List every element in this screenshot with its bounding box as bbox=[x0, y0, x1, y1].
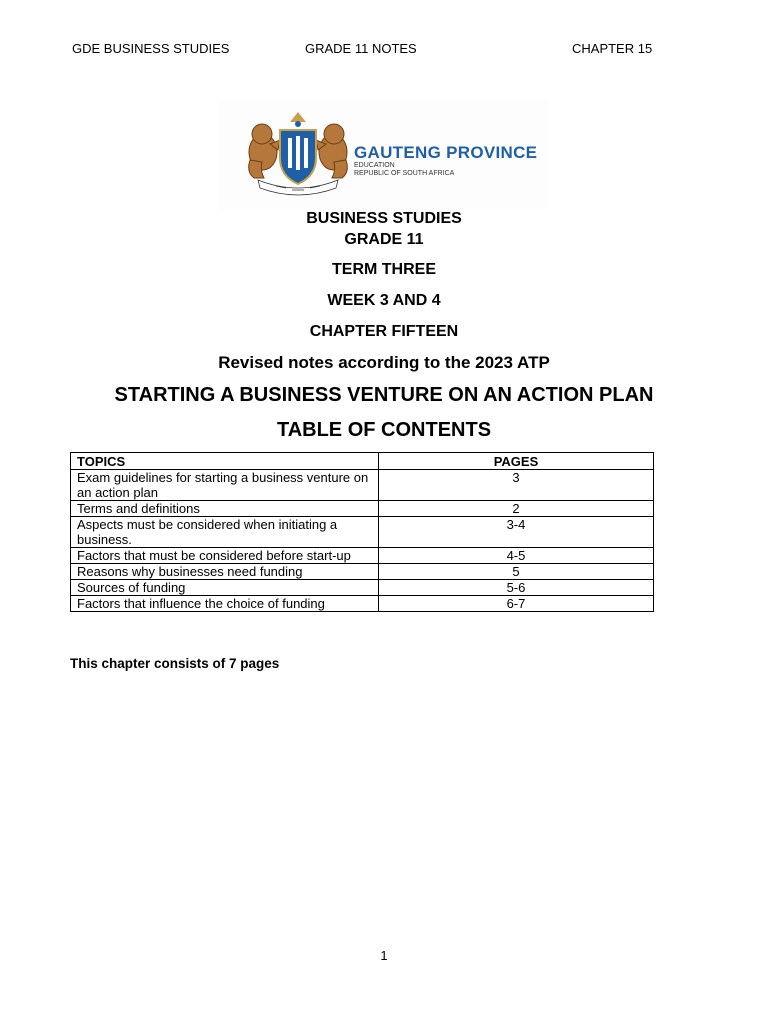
toc-pages: 6-7 bbox=[378, 596, 653, 612]
header-chapter: CHAPTER 15 bbox=[572, 41, 653, 56]
toc-pages: 3 bbox=[378, 470, 653, 501]
logo-dept: EDUCATION bbox=[354, 162, 395, 169]
table-row bbox=[71, 580, 654, 596]
toc-pages: 2 bbox=[378, 501, 653, 517]
chapter-page-count: This chapter consists of 7 pages bbox=[70, 656, 280, 671]
toc-pages: 4-5 bbox=[378, 548, 653, 564]
toc-topic: Sources of funding bbox=[71, 580, 379, 596]
toc-header-pages: PAGES bbox=[378, 453, 653, 470]
subject-title: BUSINESS STUDIES bbox=[306, 210, 462, 227]
table-row bbox=[71, 517, 654, 548]
toc-header-topics: TOPICS bbox=[71, 453, 379, 470]
page-number: 1 bbox=[380, 948, 388, 963]
week-title: WEEK 3 AND 4 bbox=[327, 292, 441, 309]
term-title: TERM THREE bbox=[332, 261, 436, 278]
gauteng-province-logo bbox=[218, 100, 548, 210]
toc-topic: Factors that must be considered before start-up bbox=[71, 548, 379, 564]
table-row bbox=[71, 470, 654, 501]
page-title: STARTING A BUSINESS VENTURE ON AN ACTION PLAN bbox=[114, 384, 654, 406]
toc-topic: Terms and definitions bbox=[71, 501, 379, 517]
table-row bbox=[71, 596, 654, 612]
table-of-contents bbox=[70, 452, 654, 612]
header-grade-notes: GRADE 11 NOTES bbox=[305, 41, 417, 56]
chapter-title: CHAPTER FIFTEEN bbox=[309, 323, 459, 340]
toc-header-row bbox=[71, 453, 654, 470]
revised-notes-line: Revised notes according to the 2023 ATP bbox=[218, 353, 550, 372]
toc-topic: Aspects must be considered when initiating a business. bbox=[71, 517, 379, 548]
toc-topic: Exam guidelines for starting a business venture on an action plan bbox=[71, 470, 379, 501]
toc-pages: 3-4 bbox=[378, 517, 653, 548]
logo-country: REPUBLIC OF SOUTH AFRICA bbox=[354, 170, 455, 177]
toc-topic: Factors that influence the choice of funding bbox=[71, 596, 379, 612]
toc-heading: TABLE OF CONTENTS bbox=[276, 419, 492, 441]
logo-org-name: GAUTENG PROVINCE bbox=[354, 143, 538, 162]
grade-title: GRADE 11 bbox=[344, 231, 424, 248]
toc-pages: 5 bbox=[378, 564, 653, 580]
toc-pages: 5-6 bbox=[378, 580, 653, 596]
header-subject: GDE BUSINESS STUDIES bbox=[72, 41, 230, 56]
table-row bbox=[71, 548, 654, 564]
table-row bbox=[71, 564, 654, 580]
toc-topic: Reasons why businesses need funding bbox=[71, 564, 379, 580]
table-row bbox=[71, 501, 654, 517]
